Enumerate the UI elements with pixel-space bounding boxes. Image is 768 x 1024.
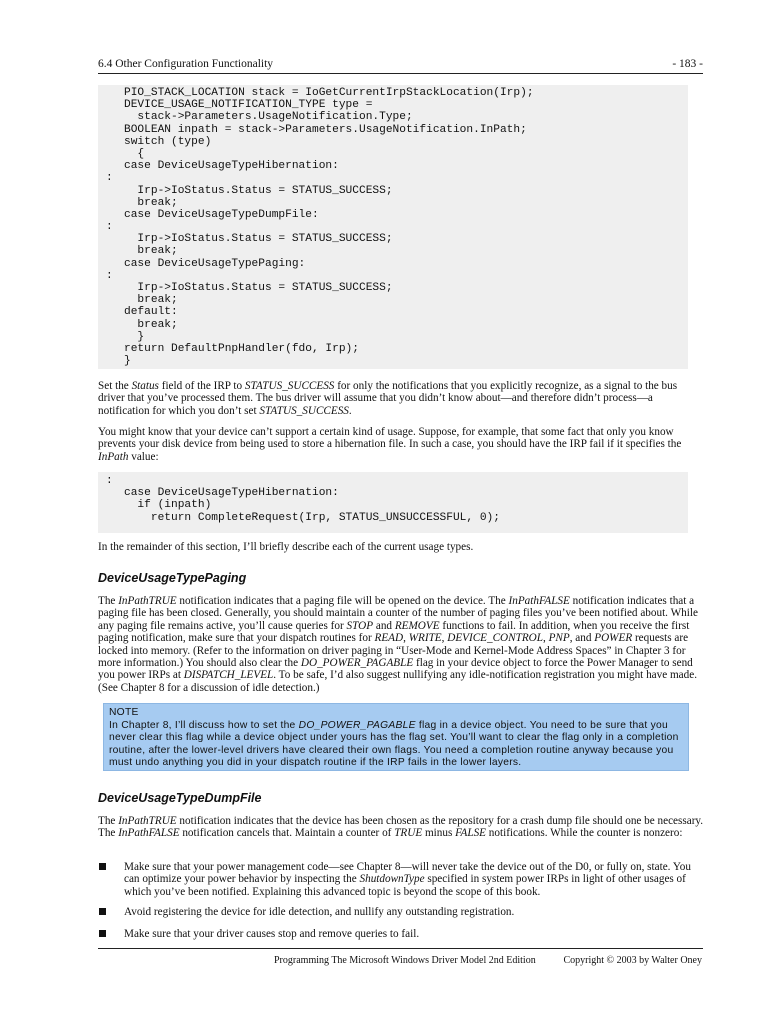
code-line: {: [124, 147, 145, 160]
code-line: default:: [124, 306, 178, 319]
code-listing-usage-notification: [98, 85, 688, 369]
code-line: :: [106, 221, 113, 234]
code-line: case DeviceUsageTypePaging:: [124, 257, 306, 270]
bullet-text: Make sure that your power management code—see Chapter 8—will never take the device out of the D0, or fully on, state. You can optimize your power behavior by inspecting the ShutdownType specified in system power IRPs in light of other usages of which you’ve been notified. Explaining this advanced topic is beyond the scope of this book.: [124, 861, 691, 898]
bullet-text: Make sure that your driver causes stop and remove queries to fail.: [124, 928, 420, 940]
paragraph-status: Set the Status field of the IRP to STATUS_SUCCESS for only the notifications that you explicitly recognize, as a signal to the bus driver that you’ve processed them. The bus driver will assume that you didn’t know about—and therefore didn’t process—a notification for which you don’t set STATUS_SUCCESS.: [98, 380, 678, 417]
code-line: DEVICE_USAGE_NOTIFICATION_TYPE type =: [124, 99, 373, 112]
code-line: return DefaultPnpHandler(fdo, Irp);: [124, 342, 359, 355]
note-callout: [103, 703, 689, 771]
code-line: :: [106, 172, 113, 185]
code-line: break;: [124, 245, 178, 258]
bullet-text: Avoid registering the device for idle detection, and nullify any outstanding registration.: [124, 906, 515, 918]
code-line: Irp->IoStatus.Status = STATUS_SUCCESS;: [124, 184, 393, 197]
bullet-item-queries: [98, 928, 705, 940]
paragraph-remainder: In the remainder of this section, I’ll briefly describe each of the current usage types.: [98, 541, 474, 553]
note-text: In Chapter 8, I’ll discuss how to set the DO_POWER_PAGABLE flag in a device object. You need to be sure that you never clear this flag while a device object under yours has the flag set. You’ll want to clear the flag only in a completion routine, after the lower-level drivers have cleared their own flags. You need a completion routine anyway because you must undo anything you did in your dispatch routine if the IRP fails in the lower layers.: [109, 719, 679, 769]
code-line: case DeviceUsageTypeHibernation:: [124, 160, 339, 173]
heading-dumpfile: DeviceUsageTypeDumpFile: [98, 791, 262, 805]
code-line: BOOLEAN inpath = stack->Parameters.UsageNotification.InPath;: [124, 123, 527, 136]
copyright: Copyright © 2003 by Walter Oney: [563, 955, 702, 966]
code-line: :: [106, 269, 113, 282]
page-number: - 183 -: [672, 58, 703, 70]
code-listing-hibernation-fail: [98, 472, 688, 533]
code-line: :: [106, 475, 113, 487]
bullet-square-icon: [99, 908, 106, 915]
code-line: stack->Parameters.UsageNotification.Type;: [124, 111, 413, 124]
code-line: break;: [124, 294, 178, 307]
code-line: }: [124, 355, 131, 368]
code-line: case DeviceUsageTypeDumpFile:: [124, 208, 319, 221]
code-line: PIO_STACK_LOCATION stack = IoGetCurrentIrpStackLocation(Irp);: [124, 87, 534, 99]
code-line: Irp->IoStatus.Status = STATUS_SUCCESS;: [124, 282, 393, 294]
bullet-item-idle: [98, 906, 705, 918]
bullet-item-power: [98, 861, 705, 898]
code-line: switch (type): [124, 135, 212, 148]
code-line: if (inpath): [124, 499, 212, 512]
code-line: }: [124, 330, 145, 343]
code-line: break;: [124, 318, 178, 331]
code-line: Irp->IoStatus.Status = STATUS_SUCCESS;: [124, 233, 393, 246]
note-label: NOTE: [109, 707, 139, 718]
code-line: break;: [124, 196, 178, 209]
page-header: [98, 57, 703, 74]
book-title: Programming The Microsoft Windows Driver Model 2nd Edition: [274, 955, 536, 966]
section-title: 6.4 Other Configuration Functionality: [98, 58, 274, 70]
paragraph-dumpfile: The InPathTRUE notification indicates that the device has been chosen as the repository for a crash dump file should one be necessary. The InPathFALSE notification cancels that. Maintain a counter of TRUE minus FALSE notifications. While the counter is nonzero:: [98, 815, 704, 840]
paragraph-inpath: You might know that your device can’t support a certain kind of usage. Suppose, for example, that some fact that only you know prevents your disk device from being used to store a hibernation file. In such a case, you should have the IRP fail if it specifies the InPath value:: [98, 426, 682, 463]
bullet-square-icon: [99, 930, 106, 937]
paragraph-paging: The InPathTRUE notification indicates that a paging file will be opened on the device. The InPathFALSE notification indicates that a paging file has been closed. Generally, you should maintain a counter of the number of paging files you’ve been notified about. While any paging file remains active, you’ll cause queries for STOP and REMOVE functions to fail. In addition, when you receive the first paging notification, make sure that your dispatch routines for READ, WRITE, DEVICE_CONTROL, PNP, and POWER requests are locked into memory. (Refer to the information on driver paging in “User-Mode and Kernel-Mode Address Spaces” in Chapter 3 for more information.) You should also clear the DO_POWER_PAGABLE flag in your device object to force the Power Manager to send you power IRPs at DISPATCH_LEVEL. To be safe, I’d also suggest nullifying any idle-notification registration you might have made. (See Chapter 8 for a discussion of idle detection.): [98, 595, 698, 694]
code-line: case DeviceUsageTypeHibernation:: [124, 487, 339, 500]
code-line: return CompleteRequest(Irp, STATUS_UNSUCCESSFUL, 0);: [124, 511, 500, 524]
bullet-square-icon: [99, 863, 106, 870]
heading-paging: DeviceUsageTypePaging: [98, 571, 247, 585]
page-footer: [98, 948, 703, 967]
